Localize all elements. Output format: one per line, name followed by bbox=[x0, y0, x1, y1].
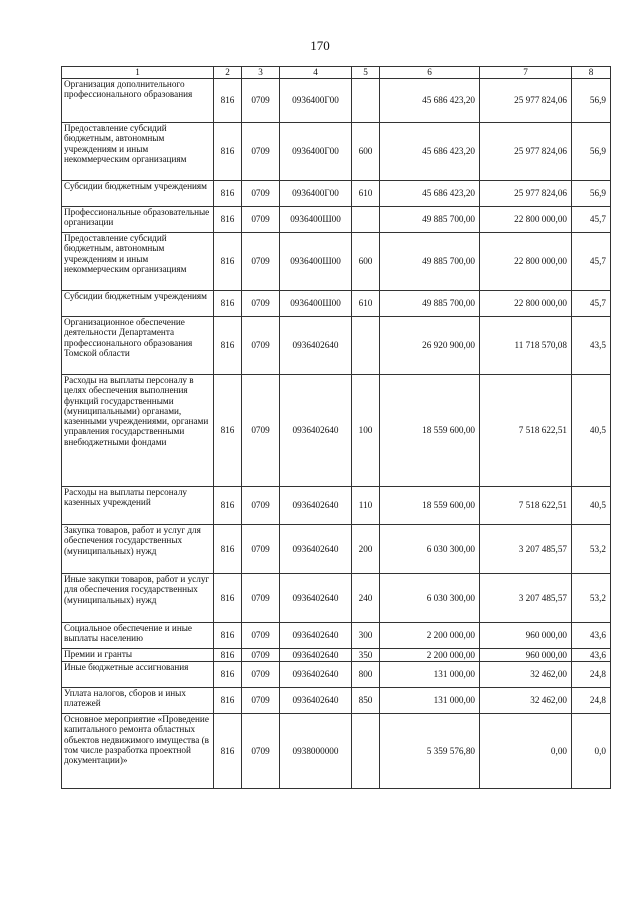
header-cell: 1 bbox=[62, 67, 214, 79]
table-row bbox=[62, 291, 611, 317]
table-header-row bbox=[62, 67, 611, 79]
target-article-cell: 0936402640 bbox=[280, 487, 352, 525]
percent-cell: 43,5 bbox=[572, 317, 611, 375]
executed-amount-cell: 25 977 824,06 bbox=[480, 123, 572, 181]
executed-amount-cell: 0,00 bbox=[480, 714, 572, 789]
plan-amount-cell: 2 200 000,00 bbox=[380, 623, 480, 649]
row-name-cell: Расходы на выплаты персоналу в целях обеспечения выполнения функций государственными (муниципальными) органами, казенными учреждениями, органами управления государственными внебюджетными фондами bbox=[62, 375, 214, 487]
section-cell: 0709 bbox=[242, 317, 280, 375]
percent-cell: 43,6 bbox=[572, 623, 611, 649]
plan-amount-cell: 2 200 000,00 bbox=[380, 649, 480, 662]
table-body bbox=[62, 67, 611, 789]
table-row bbox=[62, 317, 611, 375]
target-article-cell: 0936400Ш00 bbox=[280, 291, 352, 317]
target-article-cell: 0936402640 bbox=[280, 375, 352, 487]
table-row bbox=[62, 181, 611, 207]
expense-type-cell: 850 bbox=[352, 688, 380, 714]
table-row bbox=[62, 375, 611, 487]
grbs-cell: 816 bbox=[214, 487, 242, 525]
header-cell: 7 bbox=[480, 67, 572, 79]
table-row bbox=[62, 233, 611, 291]
grbs-cell: 816 bbox=[214, 291, 242, 317]
section-cell: 0709 bbox=[242, 714, 280, 789]
expense-type-cell bbox=[352, 714, 380, 789]
expense-type-cell: 800 bbox=[352, 662, 380, 688]
section-cell: 0709 bbox=[242, 525, 280, 574]
section-cell: 0709 bbox=[242, 233, 280, 291]
executed-amount-cell: 32 462,00 bbox=[480, 688, 572, 714]
grbs-cell: 816 bbox=[214, 317, 242, 375]
plan-amount-cell: 26 920 900,00 bbox=[380, 317, 480, 375]
row-name-cell: Иные бюджетные ассигнования bbox=[62, 662, 214, 688]
target-article-cell: 0936402640 bbox=[280, 662, 352, 688]
executed-amount-cell: 32 462,00 bbox=[480, 662, 572, 688]
grbs-cell: 816 bbox=[214, 623, 242, 649]
section-cell: 0709 bbox=[242, 688, 280, 714]
expense-type-cell: 200 bbox=[352, 525, 380, 574]
target-article-cell: 0936402640 bbox=[280, 649, 352, 662]
target-article-cell: 0936400Г00 bbox=[280, 181, 352, 207]
plan-amount-cell: 45 686 423,20 bbox=[380, 123, 480, 181]
grbs-cell: 816 bbox=[214, 123, 242, 181]
target-article-cell: 0936400Ш00 bbox=[280, 207, 352, 233]
row-name-cell: Организационное обеспечение деятельности Департамента профессионального образования Томской области bbox=[62, 317, 214, 375]
plan-amount-cell: 45 686 423,20 bbox=[380, 181, 480, 207]
percent-cell: 56,9 bbox=[572, 181, 611, 207]
table-row bbox=[62, 525, 611, 574]
row-name-cell: Социальное обеспечение и иные выплаты населению bbox=[62, 623, 214, 649]
section-cell: 0709 bbox=[242, 291, 280, 317]
target-article-cell: 0936402640 bbox=[280, 317, 352, 375]
grbs-cell: 816 bbox=[214, 688, 242, 714]
section-cell: 0709 bbox=[242, 623, 280, 649]
plan-amount-cell: 49 885 700,00 bbox=[380, 291, 480, 317]
row-name-cell: Субсидии бюджетным учреждениям bbox=[62, 291, 214, 317]
plan-amount-cell: 45 686 423,20 bbox=[380, 79, 480, 123]
plan-amount-cell: 6 030 300,00 bbox=[380, 525, 480, 574]
table-row bbox=[62, 574, 611, 623]
row-name-cell: Основное мероприятие «Проведение капитального ремонта областных объектов недвижимого имущества (в том числе разработка проектной документации)» bbox=[62, 714, 214, 789]
grbs-cell: 816 bbox=[214, 375, 242, 487]
plan-amount-cell: 131 000,00 bbox=[380, 688, 480, 714]
table-row bbox=[62, 487, 611, 525]
percent-cell: 56,9 bbox=[572, 123, 611, 181]
executed-amount-cell: 7 518 622,51 bbox=[480, 487, 572, 525]
grbs-cell: 816 bbox=[214, 662, 242, 688]
row-name-cell: Профессиональные образовательные организации bbox=[62, 207, 214, 233]
expense-type-cell bbox=[352, 317, 380, 375]
section-cell: 0709 bbox=[242, 207, 280, 233]
row-name-cell: Уплата налогов, сборов и иных платежей bbox=[62, 688, 214, 714]
section-cell: 0709 bbox=[242, 662, 280, 688]
section-cell: 0709 bbox=[242, 375, 280, 487]
grbs-cell: 816 bbox=[214, 181, 242, 207]
executed-amount-cell: 3 207 485,57 bbox=[480, 574, 572, 623]
grbs-cell: 816 bbox=[214, 79, 242, 123]
section-cell: 0709 bbox=[242, 649, 280, 662]
target-article-cell: 0936402640 bbox=[280, 623, 352, 649]
row-name-cell: Расходы на выплаты персоналу казенных учреждений bbox=[62, 487, 214, 525]
expense-type-cell: 600 bbox=[352, 233, 380, 291]
grbs-cell: 816 bbox=[214, 714, 242, 789]
executed-amount-cell: 25 977 824,06 bbox=[480, 181, 572, 207]
percent-cell: 56,9 bbox=[572, 79, 611, 123]
grbs-cell: 816 bbox=[214, 207, 242, 233]
table-row bbox=[62, 649, 611, 662]
header-cell: 8 bbox=[572, 67, 611, 79]
row-name-cell: Предоставление субсидий бюджетным, автономным учреждениям и иным некоммерческим организациям bbox=[62, 123, 214, 181]
table-row bbox=[62, 123, 611, 181]
plan-amount-cell: 49 885 700,00 bbox=[380, 207, 480, 233]
table-row bbox=[62, 623, 611, 649]
table-row bbox=[62, 688, 611, 714]
target-article-cell: 0936402640 bbox=[280, 688, 352, 714]
row-name-cell: Организация дополнительного профессионального образования bbox=[62, 79, 214, 123]
grbs-cell: 816 bbox=[214, 233, 242, 291]
expense-type-cell bbox=[352, 207, 380, 233]
target-article-cell: 0938000000 bbox=[280, 714, 352, 789]
row-name-cell: Премии и гранты bbox=[62, 649, 214, 662]
budget-table bbox=[61, 66, 611, 789]
percent-cell: 0,0 bbox=[572, 714, 611, 789]
expense-type-cell: 600 bbox=[352, 123, 380, 181]
percent-cell: 24,8 bbox=[572, 662, 611, 688]
percent-cell: 43,6 bbox=[572, 649, 611, 662]
expense-type-cell bbox=[352, 79, 380, 123]
plan-amount-cell: 5 359 576,80 bbox=[380, 714, 480, 789]
header-cell: 6 bbox=[380, 67, 480, 79]
grbs-cell: 816 bbox=[214, 574, 242, 623]
row-name-cell: Субсидии бюджетным учреждениям bbox=[62, 181, 214, 207]
percent-cell: 24,8 bbox=[572, 688, 611, 714]
target-article-cell: 0936400Ш00 bbox=[280, 233, 352, 291]
plan-amount-cell: 18 559 600,00 bbox=[380, 375, 480, 487]
header-cell: 3 bbox=[242, 67, 280, 79]
executed-amount-cell: 960 000,00 bbox=[480, 623, 572, 649]
expense-type-cell: 350 bbox=[352, 649, 380, 662]
executed-amount-cell: 22 800 000,00 bbox=[480, 291, 572, 317]
target-article-cell: 0936402640 bbox=[280, 525, 352, 574]
table-row bbox=[62, 207, 611, 233]
table-row bbox=[62, 714, 611, 789]
expense-type-cell: 300 bbox=[352, 623, 380, 649]
header-cell: 2 bbox=[214, 67, 242, 79]
plan-amount-cell: 131 000,00 bbox=[380, 662, 480, 688]
grbs-cell: 816 bbox=[214, 525, 242, 574]
table-row bbox=[62, 662, 611, 688]
target-article-cell: 0936400Г00 bbox=[280, 123, 352, 181]
executed-amount-cell: 11 718 570,08 bbox=[480, 317, 572, 375]
expense-type-cell: 100 bbox=[352, 375, 380, 487]
executed-amount-cell: 7 518 622,51 bbox=[480, 375, 572, 487]
executed-amount-cell: 960 000,00 bbox=[480, 649, 572, 662]
expense-type-cell: 610 bbox=[352, 181, 380, 207]
executed-amount-cell: 22 800 000,00 bbox=[480, 233, 572, 291]
executed-amount-cell: 22 800 000,00 bbox=[480, 207, 572, 233]
executed-amount-cell: 25 977 824,06 bbox=[480, 79, 572, 123]
section-cell: 0709 bbox=[242, 123, 280, 181]
executed-amount-cell: 3 207 485,57 bbox=[480, 525, 572, 574]
section-cell: 0709 bbox=[242, 79, 280, 123]
plan-amount-cell: 49 885 700,00 bbox=[380, 233, 480, 291]
percent-cell: 53,2 bbox=[572, 574, 611, 623]
expense-type-cell: 110 bbox=[352, 487, 380, 525]
plan-amount-cell: 6 030 300,00 bbox=[380, 574, 480, 623]
row-name-cell: Предоставление субсидий бюджетным, автономным учреждениям и иным некоммерческим организациям bbox=[62, 233, 214, 291]
percent-cell: 45,7 bbox=[572, 233, 611, 291]
percent-cell: 45,7 bbox=[572, 291, 611, 317]
target-article-cell: 0936400Г00 bbox=[280, 79, 352, 123]
grbs-cell: 816 bbox=[214, 649, 242, 662]
row-name-cell: Иные закупки товаров, работ и услуг для обеспечения государственных (муниципальных) нужд bbox=[62, 574, 214, 623]
section-cell: 0709 bbox=[242, 181, 280, 207]
percent-cell: 40,5 bbox=[572, 375, 611, 487]
percent-cell: 45,7 bbox=[572, 207, 611, 233]
header-cell: 5 bbox=[352, 67, 380, 79]
expense-type-cell: 610 bbox=[352, 291, 380, 317]
section-cell: 0709 bbox=[242, 487, 280, 525]
row-name-cell: Закупка товаров, работ и услуг для обеспечения государственных (муниципальных) нужд bbox=[62, 525, 214, 574]
percent-cell: 53,2 bbox=[572, 525, 611, 574]
page-number: 170 bbox=[310, 38, 330, 53]
target-article-cell: 0936402640 bbox=[280, 574, 352, 623]
header-cell: 4 bbox=[280, 67, 352, 79]
section-cell: 0709 bbox=[242, 574, 280, 623]
table-row bbox=[62, 79, 611, 123]
percent-cell: 40,5 bbox=[572, 487, 611, 525]
expense-type-cell: 240 bbox=[352, 574, 380, 623]
plan-amount-cell: 18 559 600,00 bbox=[380, 487, 480, 525]
